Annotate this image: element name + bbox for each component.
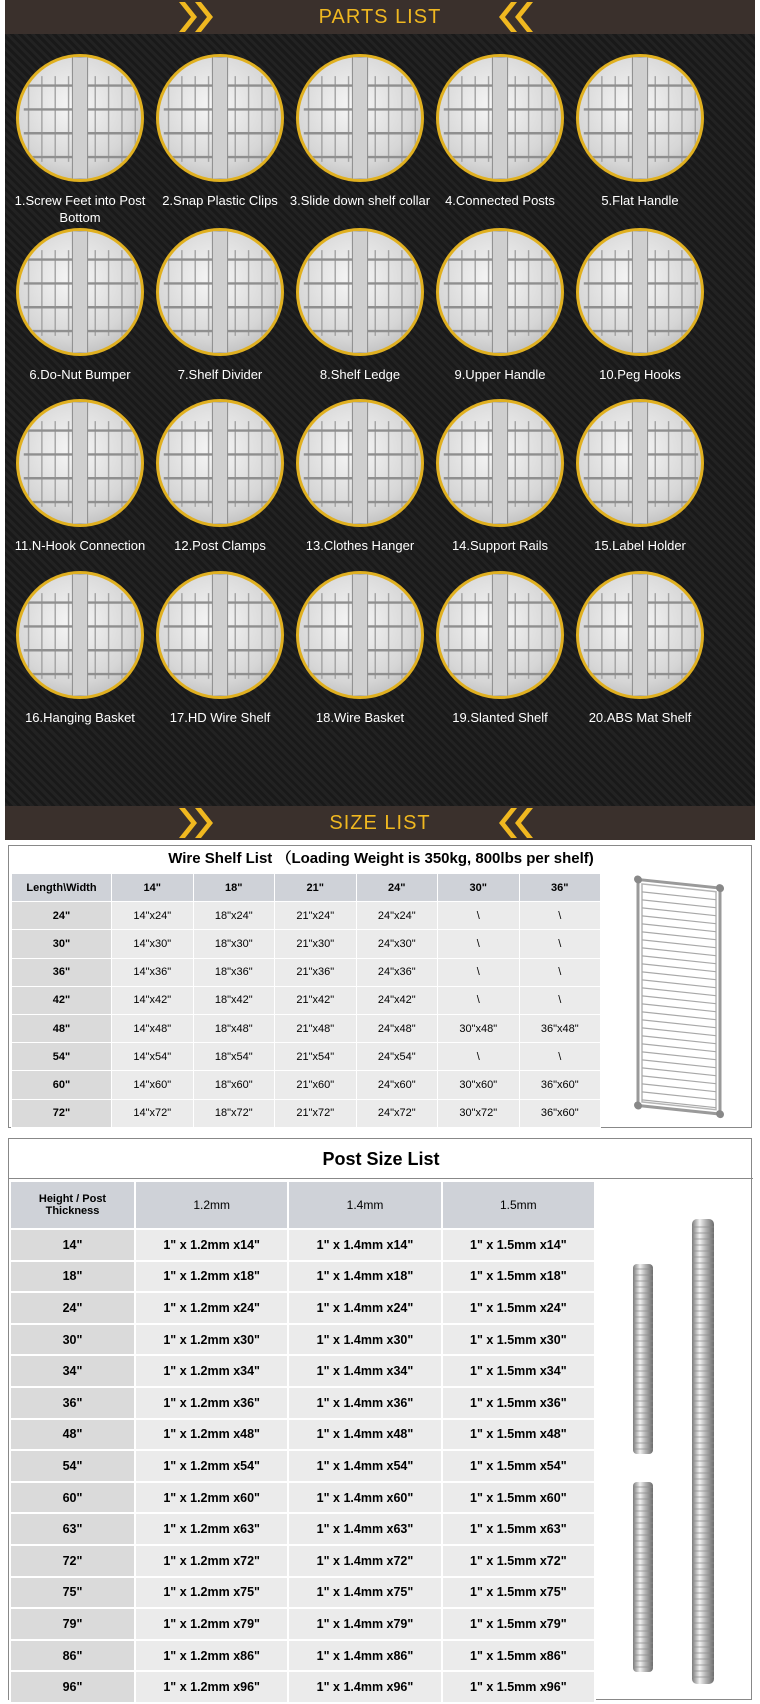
table-cell: 21"x36" bbox=[275, 958, 357, 986]
table-cell: 24"x60" bbox=[356, 1071, 438, 1099]
table-cell: 1" x 1.2mm x86" bbox=[135, 1640, 288, 1672]
post-size-header: 1.2mm bbox=[135, 1181, 288, 1229]
table-cell: \ bbox=[519, 930, 601, 958]
shelf-collar-icon bbox=[296, 54, 424, 182]
table-cell: 1" x 1.4mm x14" bbox=[288, 1229, 441, 1261]
table-cell: 1" x 1.2mm x79" bbox=[135, 1608, 288, 1640]
part-label: 7.Shelf Divider bbox=[177, 367, 263, 382]
table-cell: \ bbox=[438, 930, 520, 958]
table-cell: 1" x 1.5mm x18" bbox=[442, 1261, 595, 1293]
wire-shelf-header: 30" bbox=[438, 874, 520, 902]
table-cell: 30"x72" bbox=[438, 1099, 520, 1127]
part-label: 19.Slanted Shelf bbox=[452, 710, 548, 725]
row-header: 54" bbox=[12, 1043, 112, 1071]
wire-shelf-image bbox=[624, 874, 734, 1124]
chevron-right-icon bbox=[175, 806, 221, 840]
table-cell: 1" x 1.4mm x24" bbox=[288, 1292, 441, 1324]
size-list-banner bbox=[5, 806, 755, 840]
table-row bbox=[10, 1577, 595, 1609]
table-cell: 1" x 1.2mm x34" bbox=[135, 1355, 288, 1387]
wire-shelf-list bbox=[8, 845, 752, 1128]
table-cell: 1" x 1.4mm x60" bbox=[288, 1482, 441, 1514]
row-header: 54" bbox=[10, 1450, 135, 1482]
wire-shelf-header: Length\Width bbox=[12, 874, 112, 902]
table-cell: \ bbox=[438, 958, 520, 986]
table-row bbox=[10, 1292, 595, 1324]
size-list-title: SIZE LIST bbox=[329, 811, 431, 834]
table-cell: 1" x 1.5mm x24" bbox=[442, 1292, 595, 1324]
table-cell: 1" x 1.5mm x79" bbox=[442, 1608, 595, 1640]
part-label: 2.Snap Plastic Clips bbox=[162, 193, 278, 208]
row-header: 48" bbox=[10, 1419, 135, 1451]
table-cell: 18"x24" bbox=[193, 902, 275, 930]
table-row bbox=[10, 1229, 595, 1261]
table-cell: 24"x42" bbox=[356, 986, 438, 1014]
table-cell: 18"x30" bbox=[193, 930, 275, 958]
donut-bumper-icon bbox=[16, 228, 144, 356]
table-cell: 18"x42" bbox=[193, 986, 275, 1014]
shelf-divider-icon bbox=[156, 228, 284, 356]
part-label: 1.Screw Feet into Post Bottom bbox=[14, 193, 146, 225]
wire-shelf-header: 14" bbox=[112, 874, 194, 902]
table-cell: 14"x36" bbox=[112, 958, 194, 986]
row-header: 48" bbox=[12, 1014, 112, 1042]
table-cell: 1" x 1.5mm x96" bbox=[442, 1671, 595, 1703]
screw-feet-icon bbox=[16, 54, 144, 182]
table-row bbox=[10, 1261, 595, 1293]
table-cell: 1" x 1.2mm x54" bbox=[135, 1450, 288, 1482]
table-cell: 1" x 1.4mm x18" bbox=[288, 1261, 441, 1293]
table-row bbox=[12, 902, 601, 930]
table-cell: 21"x60" bbox=[275, 1071, 357, 1099]
part-label: 20.ABS Mat Shelf bbox=[588, 710, 692, 725]
wire-shelf-header: 18" bbox=[193, 874, 275, 902]
table-cell: 36"x60" bbox=[519, 1099, 601, 1127]
table-cell: 1" x 1.5mm x30" bbox=[442, 1324, 595, 1356]
table-cell: 1" x 1.5mm x86" bbox=[442, 1640, 595, 1672]
table-row bbox=[10, 1450, 595, 1482]
slanted-shelf-icon bbox=[436, 571, 564, 699]
row-header: 30" bbox=[12, 930, 112, 958]
table-cell: 1" x 1.2mm x24" bbox=[135, 1292, 288, 1324]
hanging-basket-icon bbox=[16, 571, 144, 699]
row-header: 79" bbox=[10, 1608, 135, 1640]
table-row bbox=[10, 1640, 595, 1672]
table-row bbox=[10, 1482, 595, 1514]
table-cell: 18"x72" bbox=[193, 1099, 275, 1127]
part-label: 15.Label Holder bbox=[594, 538, 686, 553]
table-cell: \ bbox=[519, 986, 601, 1014]
table-cell: 1" x 1.5mm x14" bbox=[442, 1229, 595, 1261]
table-cell: 1" x 1.2mm x18" bbox=[135, 1261, 288, 1293]
table-cell: \ bbox=[438, 986, 520, 1014]
table-cell: 1" x 1.5mm x63" bbox=[442, 1513, 595, 1545]
part-label: 17.HD Wire Shelf bbox=[169, 710, 271, 725]
table-cell: 14"x54" bbox=[112, 1043, 194, 1071]
row-header: 18" bbox=[10, 1261, 135, 1293]
table-cell: 14"x42" bbox=[112, 986, 194, 1014]
row-header: 24" bbox=[12, 902, 112, 930]
table-cell: 1" x 1.5mm x54" bbox=[442, 1450, 595, 1482]
table-cell: 30"x60" bbox=[438, 1071, 520, 1099]
row-header: 72" bbox=[12, 1099, 112, 1127]
table-cell: 21"x72" bbox=[275, 1099, 357, 1127]
table-cell: 24"x54" bbox=[356, 1043, 438, 1071]
plastic-clip-icon bbox=[156, 54, 284, 182]
table-row bbox=[10, 1419, 595, 1451]
table-cell: 1" x 1.5mm x75" bbox=[442, 1577, 595, 1609]
chevron-left-icon bbox=[491, 806, 537, 840]
support-rail-icon bbox=[436, 399, 564, 527]
table-cell: 1" x 1.5mm x48" bbox=[442, 1419, 595, 1451]
n-hook-icon bbox=[16, 399, 144, 527]
table-cell: 36"x48" bbox=[519, 1014, 601, 1042]
table-cell: 1" x 1.2mm x30" bbox=[135, 1324, 288, 1356]
part-label: 10.Peg Hooks bbox=[599, 367, 681, 382]
table-cell: 1" x 1.4mm x36" bbox=[288, 1387, 441, 1419]
table-cell: 1" x 1.4mm x30" bbox=[288, 1324, 441, 1356]
row-header: 72" bbox=[10, 1545, 135, 1577]
table-cell: 1" x 1.4mm x63" bbox=[288, 1513, 441, 1545]
row-header: 42" bbox=[12, 986, 112, 1014]
table-row bbox=[10, 1324, 595, 1356]
table-cell: 14"x30" bbox=[112, 930, 194, 958]
table-cell: 1" x 1.4mm x34" bbox=[288, 1355, 441, 1387]
table-cell: 1" x 1.4mm x72" bbox=[288, 1545, 441, 1577]
part-label: 3.Slide down shelf collar bbox=[289, 193, 431, 208]
wire-shelf-header: 36" bbox=[519, 874, 601, 902]
post-size-list bbox=[8, 1138, 752, 1700]
wire-basket-icon bbox=[296, 571, 424, 699]
table-cell: 1" x 1.2mm x96" bbox=[135, 1671, 288, 1703]
flat-handle-icon bbox=[576, 54, 704, 182]
table-row bbox=[10, 1355, 595, 1387]
row-header: 63" bbox=[10, 1513, 135, 1545]
table-cell: 1" x 1.2mm x48" bbox=[135, 1419, 288, 1451]
table-row bbox=[12, 1043, 601, 1071]
table-cell: \ bbox=[519, 902, 601, 930]
table-cell: 30"x48" bbox=[438, 1014, 520, 1042]
table-row bbox=[12, 1099, 601, 1127]
post-size-list-title: Post Size List bbox=[9, 1139, 753, 1179]
table-row bbox=[12, 986, 601, 1014]
table-cell: 24"x36" bbox=[356, 958, 438, 986]
table-cell: 24"x24" bbox=[356, 902, 438, 930]
part-label: 9.Upper Handle bbox=[454, 367, 546, 382]
part-label: 4.Connected Posts bbox=[445, 193, 555, 208]
clothes-hanger-icon bbox=[296, 399, 424, 527]
row-header: 36" bbox=[12, 958, 112, 986]
part-label: 12.Post Clamps bbox=[174, 538, 266, 553]
table-cell: 1" x 1.2mm x75" bbox=[135, 1577, 288, 1609]
post-clamp-icon bbox=[156, 399, 284, 527]
wire-shelf-header: 24" bbox=[356, 874, 438, 902]
wire-shelf-table bbox=[11, 873, 601, 1128]
table-cell: 14"x60" bbox=[112, 1071, 194, 1099]
table-cell: 36"x60" bbox=[519, 1071, 601, 1099]
chevron-right-icon bbox=[175, 0, 221, 34]
table-cell: 1" x 1.5mm x72" bbox=[442, 1545, 595, 1577]
table-cell: 14"x24" bbox=[112, 902, 194, 930]
table-cell: 1" x 1.4mm x48" bbox=[288, 1419, 441, 1451]
part-label: 18.Wire Basket bbox=[315, 710, 405, 725]
post-size-header: 1.5mm bbox=[442, 1181, 595, 1229]
abs-mat-shelf-icon bbox=[576, 571, 704, 699]
row-header: 60" bbox=[10, 1482, 135, 1514]
table-cell: 1" x 1.2mm x36" bbox=[135, 1387, 288, 1419]
table-row bbox=[10, 1513, 595, 1545]
table-cell: 1" x 1.4mm x75" bbox=[288, 1577, 441, 1609]
table-cell: 1" x 1.2mm x60" bbox=[135, 1482, 288, 1514]
post-image bbox=[609, 1219, 739, 1689]
row-header: 24" bbox=[10, 1292, 135, 1324]
peg-hooks-icon bbox=[576, 228, 704, 356]
table-cell: 18"x54" bbox=[193, 1043, 275, 1071]
post-size-table bbox=[9, 1180, 596, 1704]
table-cell: 21"x54" bbox=[275, 1043, 357, 1071]
table-cell: \ bbox=[519, 958, 601, 986]
table-row bbox=[12, 1014, 601, 1042]
table-row bbox=[10, 1671, 595, 1703]
parts-grid bbox=[5, 34, 755, 806]
table-cell: \ bbox=[438, 1043, 520, 1071]
table-cell: 1" x 1.4mm x86" bbox=[288, 1640, 441, 1672]
post-size-header: 1.4mm bbox=[288, 1181, 441, 1229]
table-cell: 24"x30" bbox=[356, 930, 438, 958]
label-holder-icon bbox=[576, 399, 704, 527]
chevron-left-icon bbox=[491, 0, 537, 34]
table-cell: 21"x48" bbox=[275, 1014, 357, 1042]
table-cell: 21"x30" bbox=[275, 930, 357, 958]
part-label: 13.Clothes Hanger bbox=[305, 538, 415, 553]
row-header: 36" bbox=[10, 1387, 135, 1419]
table-cell: 1" x 1.4mm x96" bbox=[288, 1671, 441, 1703]
table-cell: 1" x 1.2mm x14" bbox=[135, 1229, 288, 1261]
wire-shelf-header: 21" bbox=[275, 874, 357, 902]
part-label: 8.Shelf Ledge bbox=[319, 367, 401, 382]
table-row bbox=[10, 1608, 595, 1640]
part-label: 16.Hanging Basket bbox=[25, 710, 135, 725]
wire-shelf-icon bbox=[156, 571, 284, 699]
table-cell: 18"x48" bbox=[193, 1014, 275, 1042]
parts-list-title: PARTS LIST bbox=[318, 5, 442, 28]
table-row bbox=[12, 1071, 601, 1099]
table-cell: 1" x 1.2mm x72" bbox=[135, 1545, 288, 1577]
part-label: 6.Do-Nut Bumper bbox=[29, 367, 131, 382]
table-cell: 14"x72" bbox=[112, 1099, 194, 1127]
table-row bbox=[12, 958, 601, 986]
table-cell: 24"x48" bbox=[356, 1014, 438, 1042]
table-cell: 1" x 1.2mm x63" bbox=[135, 1513, 288, 1545]
table-row bbox=[10, 1387, 595, 1419]
row-header: 60" bbox=[12, 1071, 112, 1099]
table-cell: 18"x60" bbox=[193, 1071, 275, 1099]
table-cell: \ bbox=[438, 902, 520, 930]
table-cell: 18"x36" bbox=[193, 958, 275, 986]
post-size-header: Height / Post Thickness bbox=[10, 1181, 135, 1229]
table-cell: 1" x 1.5mm x34" bbox=[442, 1355, 595, 1387]
table-cell: 24"x72" bbox=[356, 1099, 438, 1127]
part-label: 11.N-Hook Connection bbox=[14, 538, 146, 553]
row-header: 14" bbox=[10, 1229, 135, 1261]
table-cell: 1" x 1.5mm x60" bbox=[442, 1482, 595, 1514]
row-header: 34" bbox=[10, 1355, 135, 1387]
table-cell: 1" x 1.4mm x79" bbox=[288, 1608, 441, 1640]
table-cell: 21"x42" bbox=[275, 986, 357, 1014]
table-row bbox=[10, 1545, 595, 1577]
table-cell: \ bbox=[519, 1043, 601, 1071]
table-row bbox=[12, 930, 601, 958]
table-cell: 21"x24" bbox=[275, 902, 357, 930]
connected-posts-icon bbox=[436, 54, 564, 182]
part-label: 5.Flat Handle bbox=[601, 193, 679, 208]
parts-list-banner bbox=[5, 0, 755, 34]
row-header: 30" bbox=[10, 1324, 135, 1356]
row-header: 75" bbox=[10, 1577, 135, 1609]
upper-handle-icon bbox=[436, 228, 564, 356]
table-cell: 1" x 1.4mm x54" bbox=[288, 1450, 441, 1482]
row-header: 96" bbox=[10, 1671, 135, 1703]
wire-shelf-list-title: Wire Shelf List （Loading Weight is 350kg, 800lbs per shelf) bbox=[168, 850, 594, 867]
row-header: 86" bbox=[10, 1640, 135, 1672]
table-cell: 1" x 1.5mm x36" bbox=[442, 1387, 595, 1419]
shelf-ledge-icon bbox=[296, 228, 424, 356]
part-label: 14.Support Rails bbox=[451, 538, 549, 553]
table-cell: 14"x48" bbox=[112, 1014, 194, 1042]
